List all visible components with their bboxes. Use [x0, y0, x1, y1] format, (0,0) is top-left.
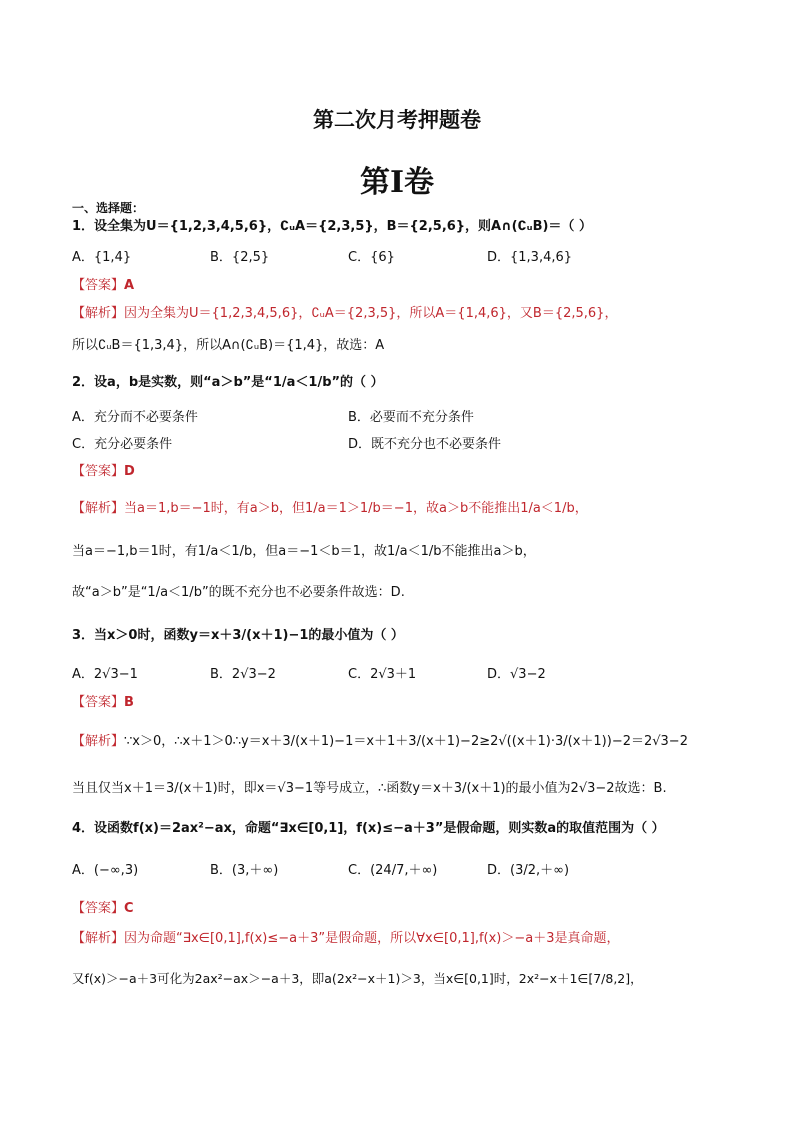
- q1-option-b: B．{2,5}: [210, 250, 270, 265]
- q2-analysis-3: 故“a＞b”是“1/a＜1/b”的既不充分也不必要条件故选：D.: [72, 585, 405, 600]
- q4-option-d: D．(3/2,＋∞): [487, 863, 570, 878]
- q1-analysis-1: 【解析】因为全集为U＝{1,2,3,4,5,6}，∁ᵤA＝{2,3,5}，所以A＝{1,4,6}，又B＝{2,5,6}，: [72, 306, 618, 321]
- q3-option-a: A．2√3−1: [72, 667, 138, 682]
- q2-option-b: B．必要而不充分条件: [348, 410, 474, 425]
- q1-analysis-2: 所以∁ᵤB＝{1,3,4}，所以A∩(∁ᵤB)＝{1,4}，故选：A: [72, 338, 385, 353]
- q4-option-a: A．(−∞,3): [72, 863, 139, 878]
- q3-analysis-1: 【解析】∵x＞0，∴x＋1＞0∴y＝x＋3/(x＋1)−1＝x＋1＋3/(x＋1)−2≥2√((x＋1)·3/(x＋1))−2＝2√3−2: [72, 734, 688, 749]
- q4-analysis-2: 又f(x)＞−a＋3可化为2ax²−ax＞−a＋3，即a(2x²−x＋1)＞3，当x∈[0,1]时，2x²−x＋1∈[7/8,2]，: [72, 971, 643, 986]
- q4-option-b: B．(3,＋∞): [210, 863, 279, 878]
- q2-option-a: A．充分而不必要条件: [72, 410, 198, 425]
- q4-answer: 【答案】C: [72, 901, 134, 916]
- q2-option-d: D．既不充分也不必要条件: [348, 437, 502, 452]
- q2-answer: 【答案】D: [72, 464, 135, 479]
- q1-option-c: C．{6}: [348, 250, 395, 265]
- q3-answer: 【答案】B: [72, 695, 134, 710]
- q1-stem: 1．设全集为U＝{1,2,3,4,5,6}，∁ᵤA＝{2,3,5}，B＝{2,5,6}，则A∩(∁ᵤB)＝（ ）: [72, 219, 592, 234]
- q2-analysis-2: 当a＝−1,b＝1时，有1/a＜1/b，但a＝−1＜b＝1，故1/a＜1/b不能推出a＞b，: [72, 544, 536, 559]
- q1-option-a: A．{1,4}: [72, 250, 132, 265]
- section-heading: 一、选择题：: [72, 201, 145, 215]
- q3-option-c: C．2√3＋1: [348, 667, 417, 682]
- q1-answer: 【答案】A: [72, 278, 135, 293]
- q1-option-d: D．{1,3,4,6}: [487, 250, 573, 265]
- q3-option-b: B．2√3−2: [210, 667, 276, 682]
- volume-title: 第Ⅰ卷: [359, 165, 435, 200]
- q2-option-c: C．充分必要条件: [72, 437, 173, 452]
- q3-stem: 3．当x＞0时，函数y＝x＋3/(x＋1)−1的最小值为（ ）: [72, 628, 404, 643]
- q3-option-d: D．√3−2: [487, 667, 546, 682]
- q4-stem: 4．设函数f(x)＝2ax²−ax，命题“∃x∈[0,1]，f(x)≤−a＋3”是假命题，则实数a的取值范围为（ ）: [72, 821, 665, 836]
- q3-analysis-2: 当且仅当x＋1＝3/(x＋1)时，即x＝√3−1等号成立，∴函数y＝x＋3/(x＋1)的最小值为2√3−2故选：B.: [72, 781, 667, 796]
- q2-analysis-1: 【解析】当a＝1,b＝−1时，有a＞b，但1/a＝1＞1/b＝−1，故a＞b不能推出1/a＜1/b，: [72, 501, 588, 516]
- q4-option-c: C．(24/7,＋∞): [348, 863, 438, 878]
- q4-analysis-1: 【解析】因为命题“∃x∈[0,1],f(x)≤−a＋3”是假命题，所以∀x∈[0,1],f(x)＞−a＋3是真命题，: [72, 931, 620, 946]
- exam-title: 第二次月考押题卷: [313, 107, 481, 132]
- q2-stem: 2．设a，b是实数，则“a＞b”是“1/a＜1/b”的（ ）: [72, 375, 384, 390]
